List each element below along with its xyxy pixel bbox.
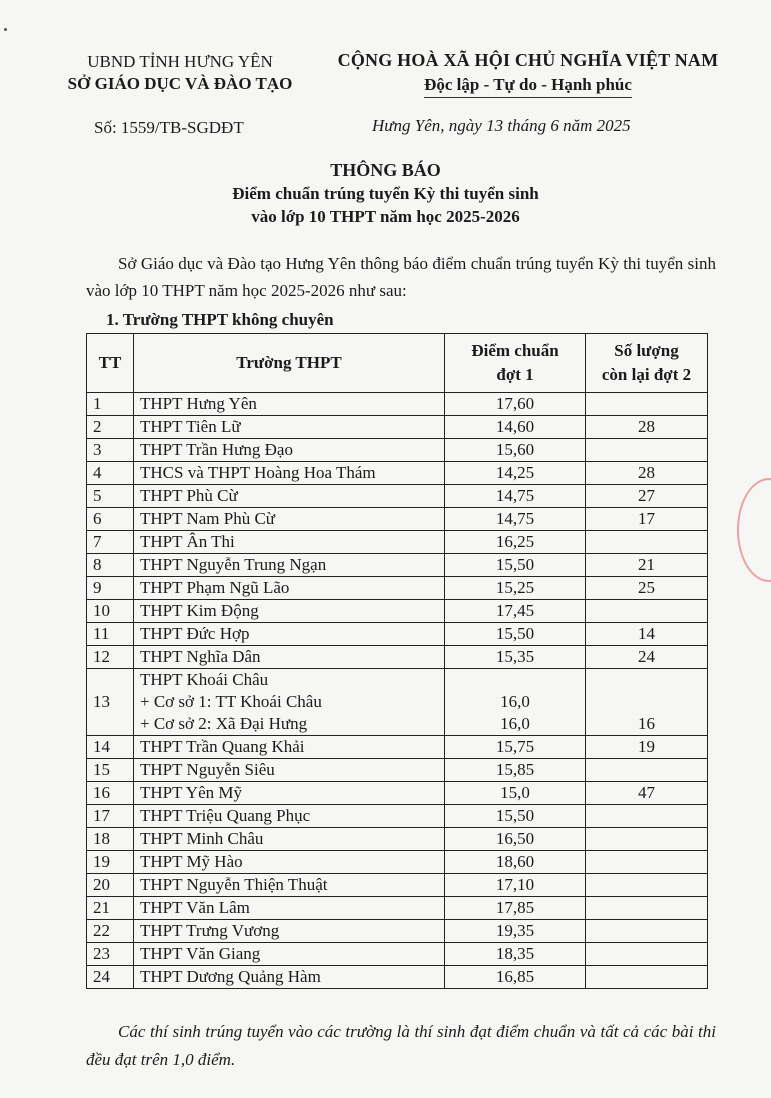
table-row [87,874,708,897]
row-number: 15 [87,759,134,782]
campus-1-remain [586,691,708,713]
remaining-seats: 14 [586,623,708,646]
cutoff-score: 17,85 [445,897,586,920]
issuer-header [50,52,310,94]
school-name: THPT Văn Lâm [134,897,445,920]
cutoff-score: 14,75 [445,508,586,531]
remaining-seats [586,531,708,554]
row-number: 12 [87,646,134,669]
school-name: THPT Tiên Lữ [134,416,445,439]
table-row [87,439,708,462]
table-row [87,462,708,485]
row-number: 8 [87,554,134,577]
remaining-seats [586,897,708,920]
cutoff-score: 17,45 [445,600,586,623]
school-name: THCS và THPT Hoàng Hoa Thám [134,462,445,485]
row-number: 6 [87,508,134,531]
school-name: THPT Dương Quảng Hàm [134,966,445,989]
table-row [87,966,708,989]
row-number: 20 [87,874,134,897]
row-number: 19 [87,851,134,874]
school-name: THPT Trần Quang Khải [134,736,445,759]
row-number: 23 [87,943,134,966]
footer-note: Các thí sinh trúng tuyển vào các trường là thí sinh đạt điểm chuẩn và tất cả các bài thi đều đạt trên 1,0 điểm. [86,1022,716,1069]
cutoff-score: 15,35 [445,646,586,669]
remaining-seats: 17 [586,508,708,531]
intro-paragraph: Sở Giáo dục và Đào tạo Hưng Yên thông báo điểm chuẩn trúng tuyển Kỳ thi tuyển sinh vào lớp 10 THPT năm học 2025-2026 như sau: [86,254,716,300]
document-date: Hưng Yên, ngày 13 tháng 6 năm 2025 [372,116,631,135]
cutoff-score: 19,35 [445,920,586,943]
row-number: 22 [87,920,134,943]
table-row [87,828,708,851]
school-name: THPT Ân Thi [134,531,445,554]
row-number: 7 [87,531,134,554]
table-header-row [87,334,708,393]
school-name: THPT Phạm Ngũ Lão [134,577,445,600]
national-motto: Độc lập - Tự do - Hạnh phúc [424,75,632,98]
remaining-seats: 28 [586,462,708,485]
row-number: 5 [87,485,134,508]
school-name: THPT Đức Hợp [134,623,445,646]
header-remain [586,334,708,393]
cutoff-score: 15,50 [445,554,586,577]
document-number: Số: 1559/TB-SGDĐT [94,118,244,137]
school-name: THPT Mỹ Hào [134,851,445,874]
remaining-seats: 19 [586,736,708,759]
remaining-seats [586,828,708,851]
table-row [87,759,708,782]
remaining-seats: 25 [586,577,708,600]
school-name: THPT Văn Giang [134,943,445,966]
cutoff-score: 16,25 [445,531,586,554]
section-title: 1. Trường THPT không chuyên [106,310,334,329]
header-remain-line2: còn lại đợt 2 [601,365,692,384]
document-title [0,160,771,227]
table-row [87,943,708,966]
cutoff-score: 15,50 [445,623,586,646]
remaining-seats [586,439,708,462]
table-row [87,736,708,759]
remaining-seats [586,805,708,828]
table-row [87,416,708,439]
remaining-seats [586,874,708,897]
cutoff-score: 16,50 [445,828,586,851]
remaining-seats: 24 [586,646,708,669]
table-row [87,393,708,416]
school-name: THPT Hưng Yên [134,393,445,416]
row-number: 13 [87,669,134,736]
remaining-seats [586,920,708,943]
cutoff-score: 15,0 [445,782,586,805]
campus-2-remain: 16 [586,713,708,736]
header-score [445,334,586,393]
table-row [87,554,708,577]
row-number: 4 [87,462,134,485]
province-name: UBND TỈNH HƯNG YÊN [87,52,273,71]
title-line-3: vào lớp 10 THPT năm học 2025-2026 [251,207,520,226]
national-header [318,50,738,98]
row-number: 9 [87,577,134,600]
cutoff-score: 14,75 [445,485,586,508]
row-number: 1 [87,393,134,416]
scores-table [86,333,708,989]
remaining-seats [586,851,708,874]
remaining-seats [586,943,708,966]
cutoff-score: 15,50 [445,805,586,828]
table-row [87,805,708,828]
campus-2-name: + Cơ sở 2: Xã Đại Hưng [134,713,445,736]
table-row [87,508,708,531]
row-number: 24 [87,966,134,989]
school-name: THPT Kim Động [134,600,445,623]
school-name: THPT Trưng Vương [134,920,445,943]
title-line-2: Điểm chuẩn trúng tuyển Kỳ thi tuyển sinh [232,184,539,203]
remaining-seats: 27 [586,485,708,508]
table-row [87,577,708,600]
school-name: THPT Triệu Quang Phục [134,805,445,828]
cutoff-score: 14,25 [445,462,586,485]
table-row [87,623,708,646]
school-name: THPT Nam Phù Cừ [134,508,445,531]
school-name: THPT Nguyễn Trung Ngạn [134,554,445,577]
row-number: 3 [87,439,134,462]
table-row [87,646,708,669]
table-body [87,393,708,989]
row-number: 21 [87,897,134,920]
cutoff-score: 15,60 [445,439,586,462]
table-row [87,782,708,805]
school-name: THPT Trần Hưng Đạo [134,439,445,462]
scan-speck [4,28,7,31]
table-row [87,713,708,736]
cutoff-score: 17,60 [445,393,586,416]
cutoff-score: 18,35 [445,943,586,966]
remaining-seats [586,600,708,623]
remaining-seats-empty [586,669,708,692]
header-remain-line1: Số lượng [614,341,679,360]
school-name: THPT Minh Châu [134,828,445,851]
school-name: THPT Nguyễn Thiện Thuật [134,874,445,897]
remaining-seats [586,966,708,989]
table-row [87,897,708,920]
campus-1-score: 16,0 [445,691,586,713]
department-name: SỞ GIÁO DỤC VÀ ĐÀO TẠO [67,74,293,93]
school-name: THPT Yên Mỹ [134,782,445,805]
cutoff-score-empty [445,669,586,692]
school-name: THPT Nguyễn Siêu [134,759,445,782]
remaining-seats [586,393,708,416]
header-school: Trường THPT [134,334,445,393]
cutoff-score: 15,85 [445,759,586,782]
table-row [87,691,708,713]
table-row [87,600,708,623]
school-name: THPT Nghĩa Dân [134,646,445,669]
cutoff-score: 16,85 [445,966,586,989]
row-number: 10 [87,600,134,623]
row-number: 18 [87,828,134,851]
header-score-line1: Điểm chuẩn [471,341,559,360]
national-title: CỘNG HOÀ XÃ HỘI CHỦ NGHĨA VIỆT NAM [337,50,719,70]
cutoff-score: 14,60 [445,416,586,439]
row-number: 2 [87,416,134,439]
header-score-line2: đợt 1 [496,365,534,384]
remaining-seats: 47 [586,782,708,805]
table-row [87,851,708,874]
row-number: 17 [87,805,134,828]
school-name: THPT Khoái Châu [134,669,445,692]
cutoff-score: 15,25 [445,577,586,600]
remaining-seats: 28 [586,416,708,439]
red-seal-stamp [737,478,771,582]
remaining-seats: 21 [586,554,708,577]
table-row [87,669,708,692]
table-row [87,531,708,554]
row-number: 14 [87,736,134,759]
table-row [87,485,708,508]
table-row [87,920,708,943]
campus-1-name: + Cơ sở 1: TT Khoái Châu [134,691,445,713]
school-name: THPT Phù Cừ [134,485,445,508]
campus-2-score: 16,0 [445,713,586,736]
cutoff-score: 17,10 [445,874,586,897]
header-tt: TT [87,334,134,393]
cutoff-score: 18,60 [445,851,586,874]
row-number: 16 [87,782,134,805]
row-number: 11 [87,623,134,646]
remaining-seats [586,759,708,782]
title-line-1: THÔNG BÁO [330,160,441,180]
cutoff-score: 15,75 [445,736,586,759]
